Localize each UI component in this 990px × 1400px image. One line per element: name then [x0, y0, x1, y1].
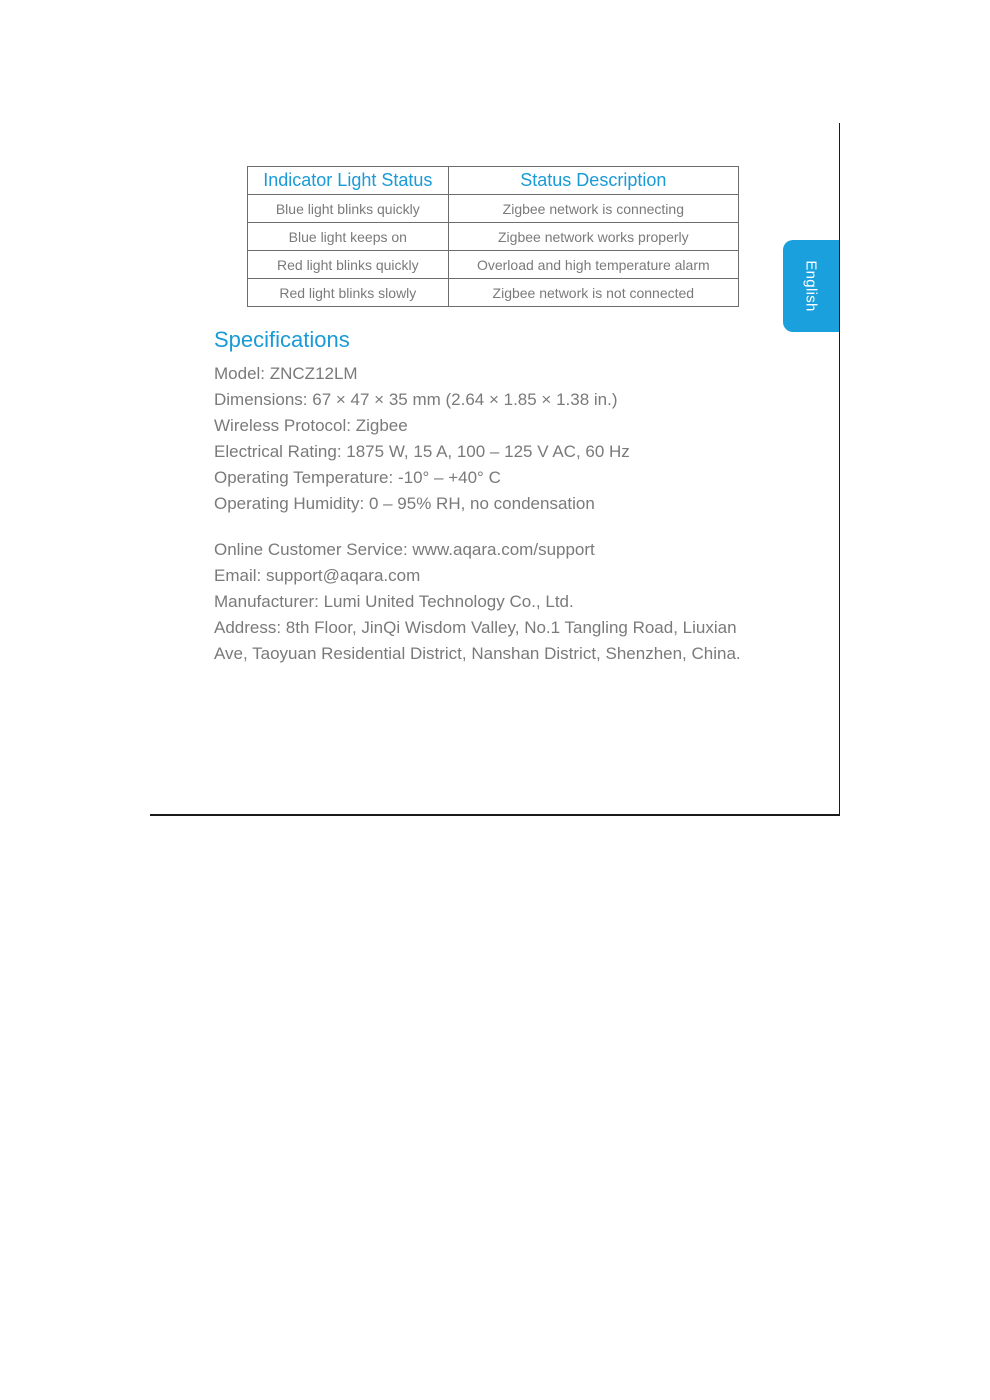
- contact-email: Email: support@aqara.com: [214, 566, 421, 585]
- contact-customer-service: Online Customer Service: www.aqara.com/support: [214, 540, 595, 559]
- indicator-status-cell: Blue light keeps on: [248, 223, 449, 251]
- indicator-status-cell: Blue light blinks quickly: [248, 195, 449, 223]
- spec-operating-humidity: Operating Humidity: 0 – 95% RH, no condensation: [214, 494, 595, 513]
- column-header-status-description: Status Description: [448, 167, 738, 195]
- contact-manufacturer: Manufacturer: Lumi United Technology Co., Ltd.: [214, 592, 574, 611]
- status-description-cell: Overload and high temperature alarm: [448, 251, 738, 279]
- column-header-indicator-status: Indicator Light Status: [248, 167, 449, 195]
- contact-info: [214, 537, 741, 667]
- contact-address-line-1: Address: 8th Floor, JinQi Wisdom Valley, No.1 Tangling Road, Liuxian: [214, 618, 737, 637]
- spec-operating-temperature: Operating Temperature: -10° – +40° C: [214, 468, 501, 487]
- page-border-bottom: [150, 814, 840, 816]
- table-row: [248, 223, 739, 251]
- specifications-list: [214, 361, 630, 517]
- language-tab: [783, 240, 839, 332]
- indicator-status-cell: Red light blinks quickly: [248, 251, 449, 279]
- status-description-cell: Zigbee network works properly: [448, 223, 738, 251]
- spec-dimensions: Dimensions: 67 × 47 × 35 mm (2.64 × 1.85 × 1.38 in.): [214, 390, 618, 409]
- spec-electrical-rating: Electrical Rating: 1875 W, 15 A, 100 – 125 V AC, 60 Hz: [214, 442, 630, 461]
- page-border-right: [839, 123, 840, 815]
- status-description-cell: Zigbee network is not connected: [448, 279, 738, 307]
- spec-model: Model: ZNCZ12LM: [214, 364, 358, 383]
- indicator-status-cell: Red light blinks slowly: [248, 279, 449, 307]
- status-description-cell: Zigbee network is connecting: [448, 195, 738, 223]
- spec-wireless-protocol: Wireless Protocol: Zigbee: [214, 416, 408, 435]
- language-tab-label: English: [802, 260, 820, 312]
- specifications-heading: Specifications: [214, 327, 350, 352]
- table-row: [248, 195, 739, 223]
- indicator-status-table: [247, 166, 739, 307]
- table-row: [248, 251, 739, 279]
- contact-address-line-2: Ave, Taoyuan Residential District, Nanshan District, Shenzhen, China.: [214, 644, 741, 663]
- table-row: [248, 279, 739, 307]
- table-header-row: [248, 167, 739, 195]
